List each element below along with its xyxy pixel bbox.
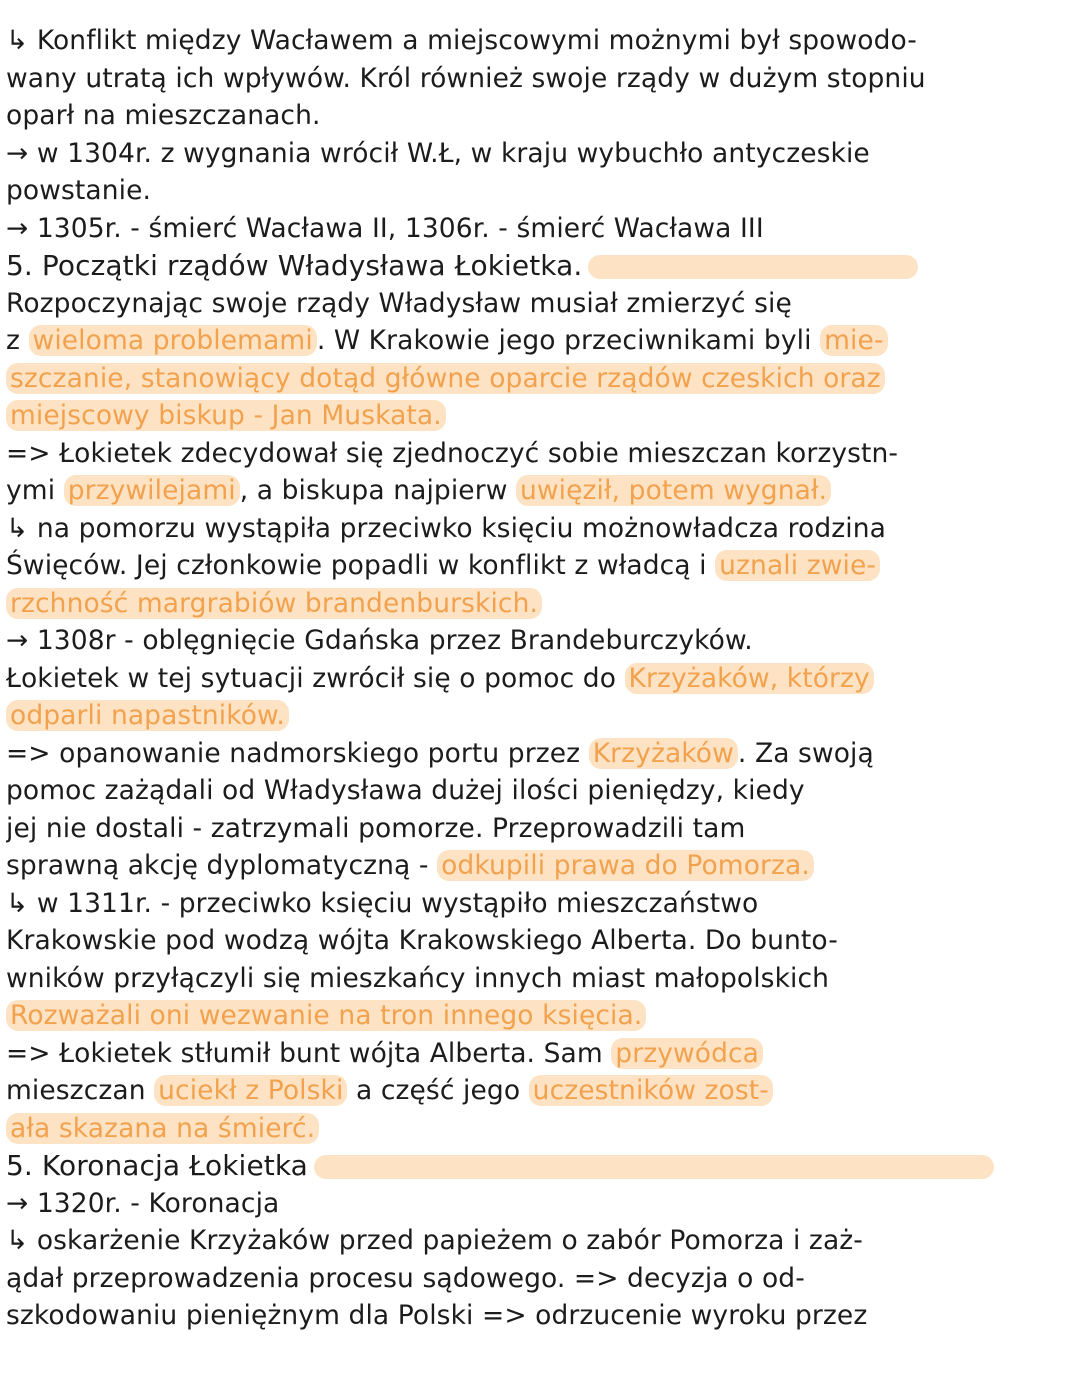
note-line: [6, 510, 1072, 548]
note-text: ↳ w 1311r. - przeciwko księciu wystąpiło mieszczaństwo: [6, 887, 759, 919]
note-text: → w 1304r. z wygnania wrócił W.Ł, w kraju wybuchło antyczeskie: [6, 137, 870, 169]
note-line: [6, 697, 1072, 735]
heading-highlight-bar: [588, 255, 918, 279]
note-line: [6, 210, 1072, 248]
note-text: ↳ Konflikt między Wacławem a miejscowymi możnymi był spowodo-: [6, 25, 917, 56]
note-line: [6, 1222, 1072, 1260]
note-text: szkodowaniu pieniężnym dla Polski => odrzucenie wyroku przez: [6, 1300, 868, 1331]
note-text: ↳ na pomorzu wystąpiła przeciwko księciu możnowładcza rodzina: [6, 512, 886, 544]
note-line: [6, 547, 1072, 585]
highlighted-phrase: uciekł z Polski: [154, 1075, 347, 1106]
highlighted-phrase: rzchność margrabiów brandenburskich.: [6, 588, 542, 619]
note-text: Krakowskie pod wodzą wójta Krakowskiego Alberta. Do bunto-: [6, 925, 838, 956]
section-heading-1: [6, 247, 1072, 285]
note-text: Rozpoczynając swoje rządy Władysław musiał zmierzyć się: [6, 287, 792, 319]
note-line: [6, 1297, 1072, 1335]
note-text: , a biskupa najpierw: [239, 475, 508, 506]
note-text: pomoc zażądali od Władysława dużej ilości pieniędzy, kiedy: [6, 775, 805, 806]
highlighted-phrase: wieloma problemami: [29, 325, 317, 356]
note-text: Łokietek w tej sytuacji zwrócił się o pomoc do: [6, 662, 617, 694]
note-text: => opanowanie nadmorskiego portu przez: [6, 737, 581, 769]
note-text: mieszczan: [6, 1075, 146, 1106]
note-text: ądał przeprowadzenia procesu sądowego. => decyzja o od-: [6, 1262, 805, 1294]
note-line: [6, 997, 1072, 1035]
highlighted-phrase: odkupili prawa do Pomorza.: [437, 850, 814, 881]
note-text: wany utratą ich wpływów. Król również swoje rządy w dużym stopniu: [6, 62, 926, 94]
note-line: [6, 172, 1072, 210]
note-text: => Łokietek stłumił bunt wójta Alberta. Sam: [6, 1037, 603, 1069]
note-text: . Za swoją: [737, 737, 874, 769]
heading-highlight-bar: [314, 1155, 994, 1179]
note-text: wników przyłączyli się mieszkańcy innych miast małopolskich: [6, 962, 830, 994]
note-line: [6, 885, 1072, 923]
note-line: [6, 97, 1072, 135]
note-text: oparł na mieszczanach.: [6, 100, 321, 131]
note-line: [6, 135, 1072, 173]
note-line: [6, 435, 1072, 473]
note-text: Święców. Jej członkowie popadli w konflikt z władcą i: [6, 550, 707, 581]
note-line: [6, 960, 1072, 998]
note-line: [6, 1072, 1072, 1110]
note-text: ↳ oskarżenie Krzyżaków przed papieżem o zabór Pomorza i zaż-: [6, 1225, 863, 1256]
highlighted-phrase: Rozważali oni wezwanie na tron innego księcia.: [6, 1000, 646, 1031]
note-text: => Łokietek zdecydował się zjednoczyć sobie mieszczan korzystn-: [6, 437, 899, 469]
note-text: . W Krakowie jego przeciwnikami byli: [316, 325, 812, 356]
note-text: powstanie.: [6, 175, 152, 206]
section-heading-2: [6, 1147, 1072, 1185]
note-text: sprawną akcję dyplomatyczną -: [6, 850, 429, 881]
highlighted-phrase: uznali zwie-: [715, 550, 880, 581]
note-line: [6, 1185, 1072, 1223]
note-text: → 1305r. - śmierć Wacława II, 1306r. - śmierć Wacława III: [6, 212, 764, 244]
highlighted-phrase: Krzyżaków: [589, 738, 738, 769]
note-line: [6, 585, 1072, 623]
note-text: → 1320r. - Koronacja: [6, 1187, 280, 1219]
heading-text: 5. Koronacja Łokietka: [6, 1149, 308, 1182]
note-line: [6, 1110, 1072, 1148]
note-line: [6, 322, 1072, 360]
highlighted-phrase: mie-: [820, 325, 887, 356]
highlighted-phrase: Krzyżaków, którzy: [625, 663, 874, 694]
highlighted-phrase: przywódca: [611, 1038, 763, 1069]
note-text: a część jego: [355, 1075, 521, 1106]
note-line: [6, 1260, 1072, 1298]
highlighted-phrase: uwięził, potem wygnał.: [516, 475, 831, 506]
note-text: → 1308r - oblęgnięcie Gdańska przez Brandeburczyków.: [6, 625, 753, 656]
note-line: [6, 22, 1072, 60]
note-line: [6, 1035, 1072, 1073]
heading-text: 5. Początki rządów Władysława Łokietka.: [6, 249, 583, 282]
note-line: [6, 397, 1072, 435]
note-text: jej nie dostali - zatrzymali pomorze. Przeprowadzili tam: [6, 812, 746, 844]
note-line: [6, 660, 1072, 698]
note-line: [6, 622, 1072, 660]
highlighted-phrase: szczanie, stanowiący dotąd główne oparcie rządów czeskich oraz: [6, 363, 885, 394]
highlighted-phrase: odparli napastników.: [6, 700, 289, 731]
note-text: ymi: [6, 475, 56, 506]
highlighted-phrase: ała skazana na śmierć.: [6, 1113, 319, 1144]
note-line: [6, 285, 1072, 323]
note-line: [6, 735, 1072, 773]
note-text: z: [6, 325, 21, 356]
note-line: [6, 772, 1072, 810]
highlighted-phrase: uczestników zost-: [529, 1075, 773, 1106]
highlighted-phrase: miejscowy biskup - Jan Muskata.: [6, 400, 446, 431]
note-line: [6, 810, 1072, 848]
note-line: [6, 847, 1072, 885]
highlighted-phrase: przywilejami: [64, 475, 240, 506]
note-line: [6, 472, 1072, 510]
note-line: [6, 922, 1072, 960]
note-line: [6, 360, 1072, 398]
note-line: [6, 60, 1072, 98]
